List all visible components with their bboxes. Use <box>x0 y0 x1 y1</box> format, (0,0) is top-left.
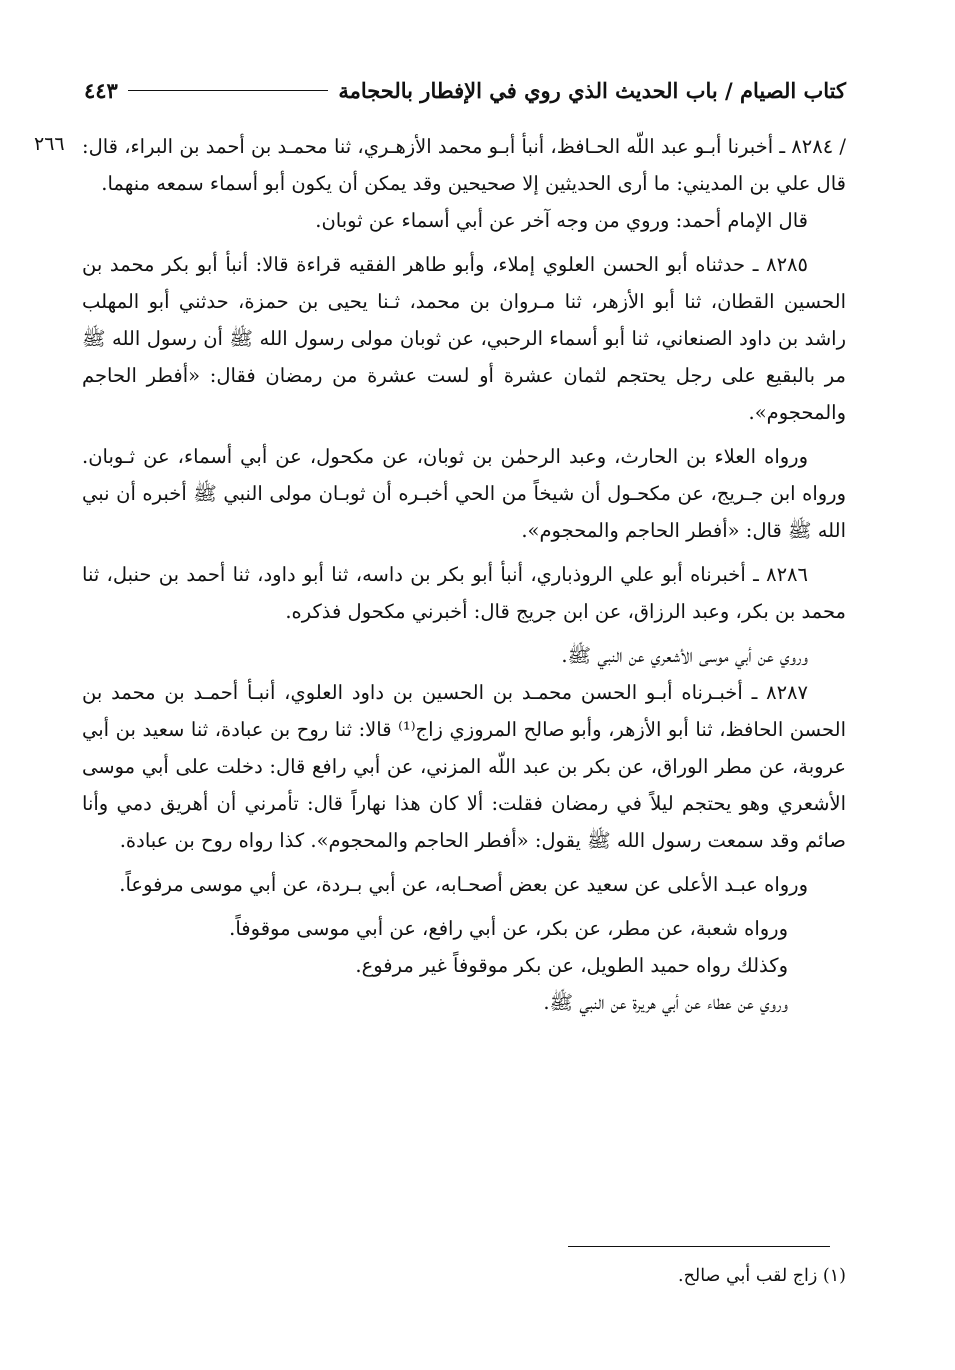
paragraph-shuba: ورواه شعبة، عن مطر، عن بكر، عن أبي رافع، عن أبي موسى موقوفاً. <box>229 917 788 940</box>
paragraph-8286: ٨٢٨٦ ـ أخبرناه أبو علي الروذباري، أنبأ أبو بكر بن داسه، ثنا أبو داود، ثنا أحمد بن حنبل، ثنا محمد بن بكر، وعبد الرزاق، عن ابن جريج قال: أخبرني مكحول فذكره. <box>82 563 846 623</box>
chapter-title: كتاب الصيام / باب الحديث الذي روي في الإفطار بالحجامة <box>338 77 846 103</box>
paragraph-imam-note: قال الإمام أحمد: وروي من وجه آخر عن أبي أسماء عن ثوبان. <box>315 209 808 232</box>
running-header <box>84 70 846 110</box>
paragraph-8284: / ٨٢٨٤ ـ أخبرنا أبـو عبد اللّه الحـافظ، أنبأ أبـو محمد الأزهـري، ثنا محمـد بن أحمد بن البراء، قال: قال علي بن المديني: ما أرى الحديثين إلا صحيحين وقد يمكن أن يكون أبو أسماء سمعه منهما. <box>82 135 846 195</box>
footnote-1: (١) زاج لقب أبي صالح. <box>678 1266 846 1286</box>
margin-folio-number: ٢٦٦ <box>34 133 65 155</box>
header-rule <box>128 90 328 91</box>
paragraph-abd-alala: ورواه عبـد الأعلى عن سعيد عن بعض أصحـابه، عن أبي بـردة، عن أبي موسى مرفوعاً. <box>119 873 808 896</box>
paragraph-abu-musa-note: وروي عن أبي موسى الأشعري عن النبي ﷺ. <box>561 644 808 667</box>
paragraph-8285: ٨٢٨٥ ـ حدثناه أبو الحسن العلوي إملاء، وأبو طاهر الفقيه قراءة قالا: أنبأ أبو بكر محمد بن الحسين القطان، ثنا أبو الأزهر، ثنا مـروان بن محمد، ثـنا يحيى بن حمزة، حدثني أبو المهلب راشد بن داود الصنعاني، ثنا أبو أسماء الرحبي، عن ثوبان مولى رسول الله ﷺ أن رسول الله ﷺ مر بالبقيع على رجل يحتجم لثمان عشرة أو لست عشرة من رمضان فقال: «أفطر الحاجم والمحجوم». <box>82 253 846 424</box>
paragraph-8287: ٨٢٨٧ ـ أخبـرناه أبـو الحسن محمـد بن الحسين بن داود العلوي، أنبـأ أحمـد بن محمد بن الحسن الحافظ، ثنا أبو الأزهر، وأبو صالح المروزي زاج⁽¹⁾ قالا: ثنا روح بن عبادة، ثنا سعيد بن أبي عروبة، عن مطر الوراق، عن بكر بن عبد اللّه المزني، عن أبي رافع قال: دخلت على أبي موسى الأشعري وهو يحتجم ليلاً في رمضان فقلت: ألا كان هذا نهاراً قال: تأمرني أن أهريق دمي وأنا صائم وقد سمعت رسول الله ﷺ يقول: «أفطر الحاجم والمحجوم». كذا رواه روح بن عبادة. <box>82 681 846 852</box>
footnote-rule <box>568 1246 830 1247</box>
main-text <box>82 128 846 1028</box>
paragraph-humaid: وكذلك رواه حميد الطويل، عن بكر موقوفاً غير مرفوع. <box>355 954 788 977</box>
paragraph-ala-narration: ورواه العلاء بن الحارث، وعبد الرحمٰن بن ثوبان، عن مكحول، عن أبي أسماء، عن ثـوبان. ورواه ابن جـريج، عن مكحـول أن شيخاً من الحي أخبـره أن ثوبـان مولى النبي ﷺ أخبره أن نبي الله ﷺ قال: «أفطر الحاجم والمحجوم». <box>82 445 846 542</box>
paragraph-ata: وروي عن عطاء عن أبي هريرة عن النبي ﷺ. <box>543 991 788 1014</box>
page-number: ٤٤٣ <box>84 77 118 103</box>
